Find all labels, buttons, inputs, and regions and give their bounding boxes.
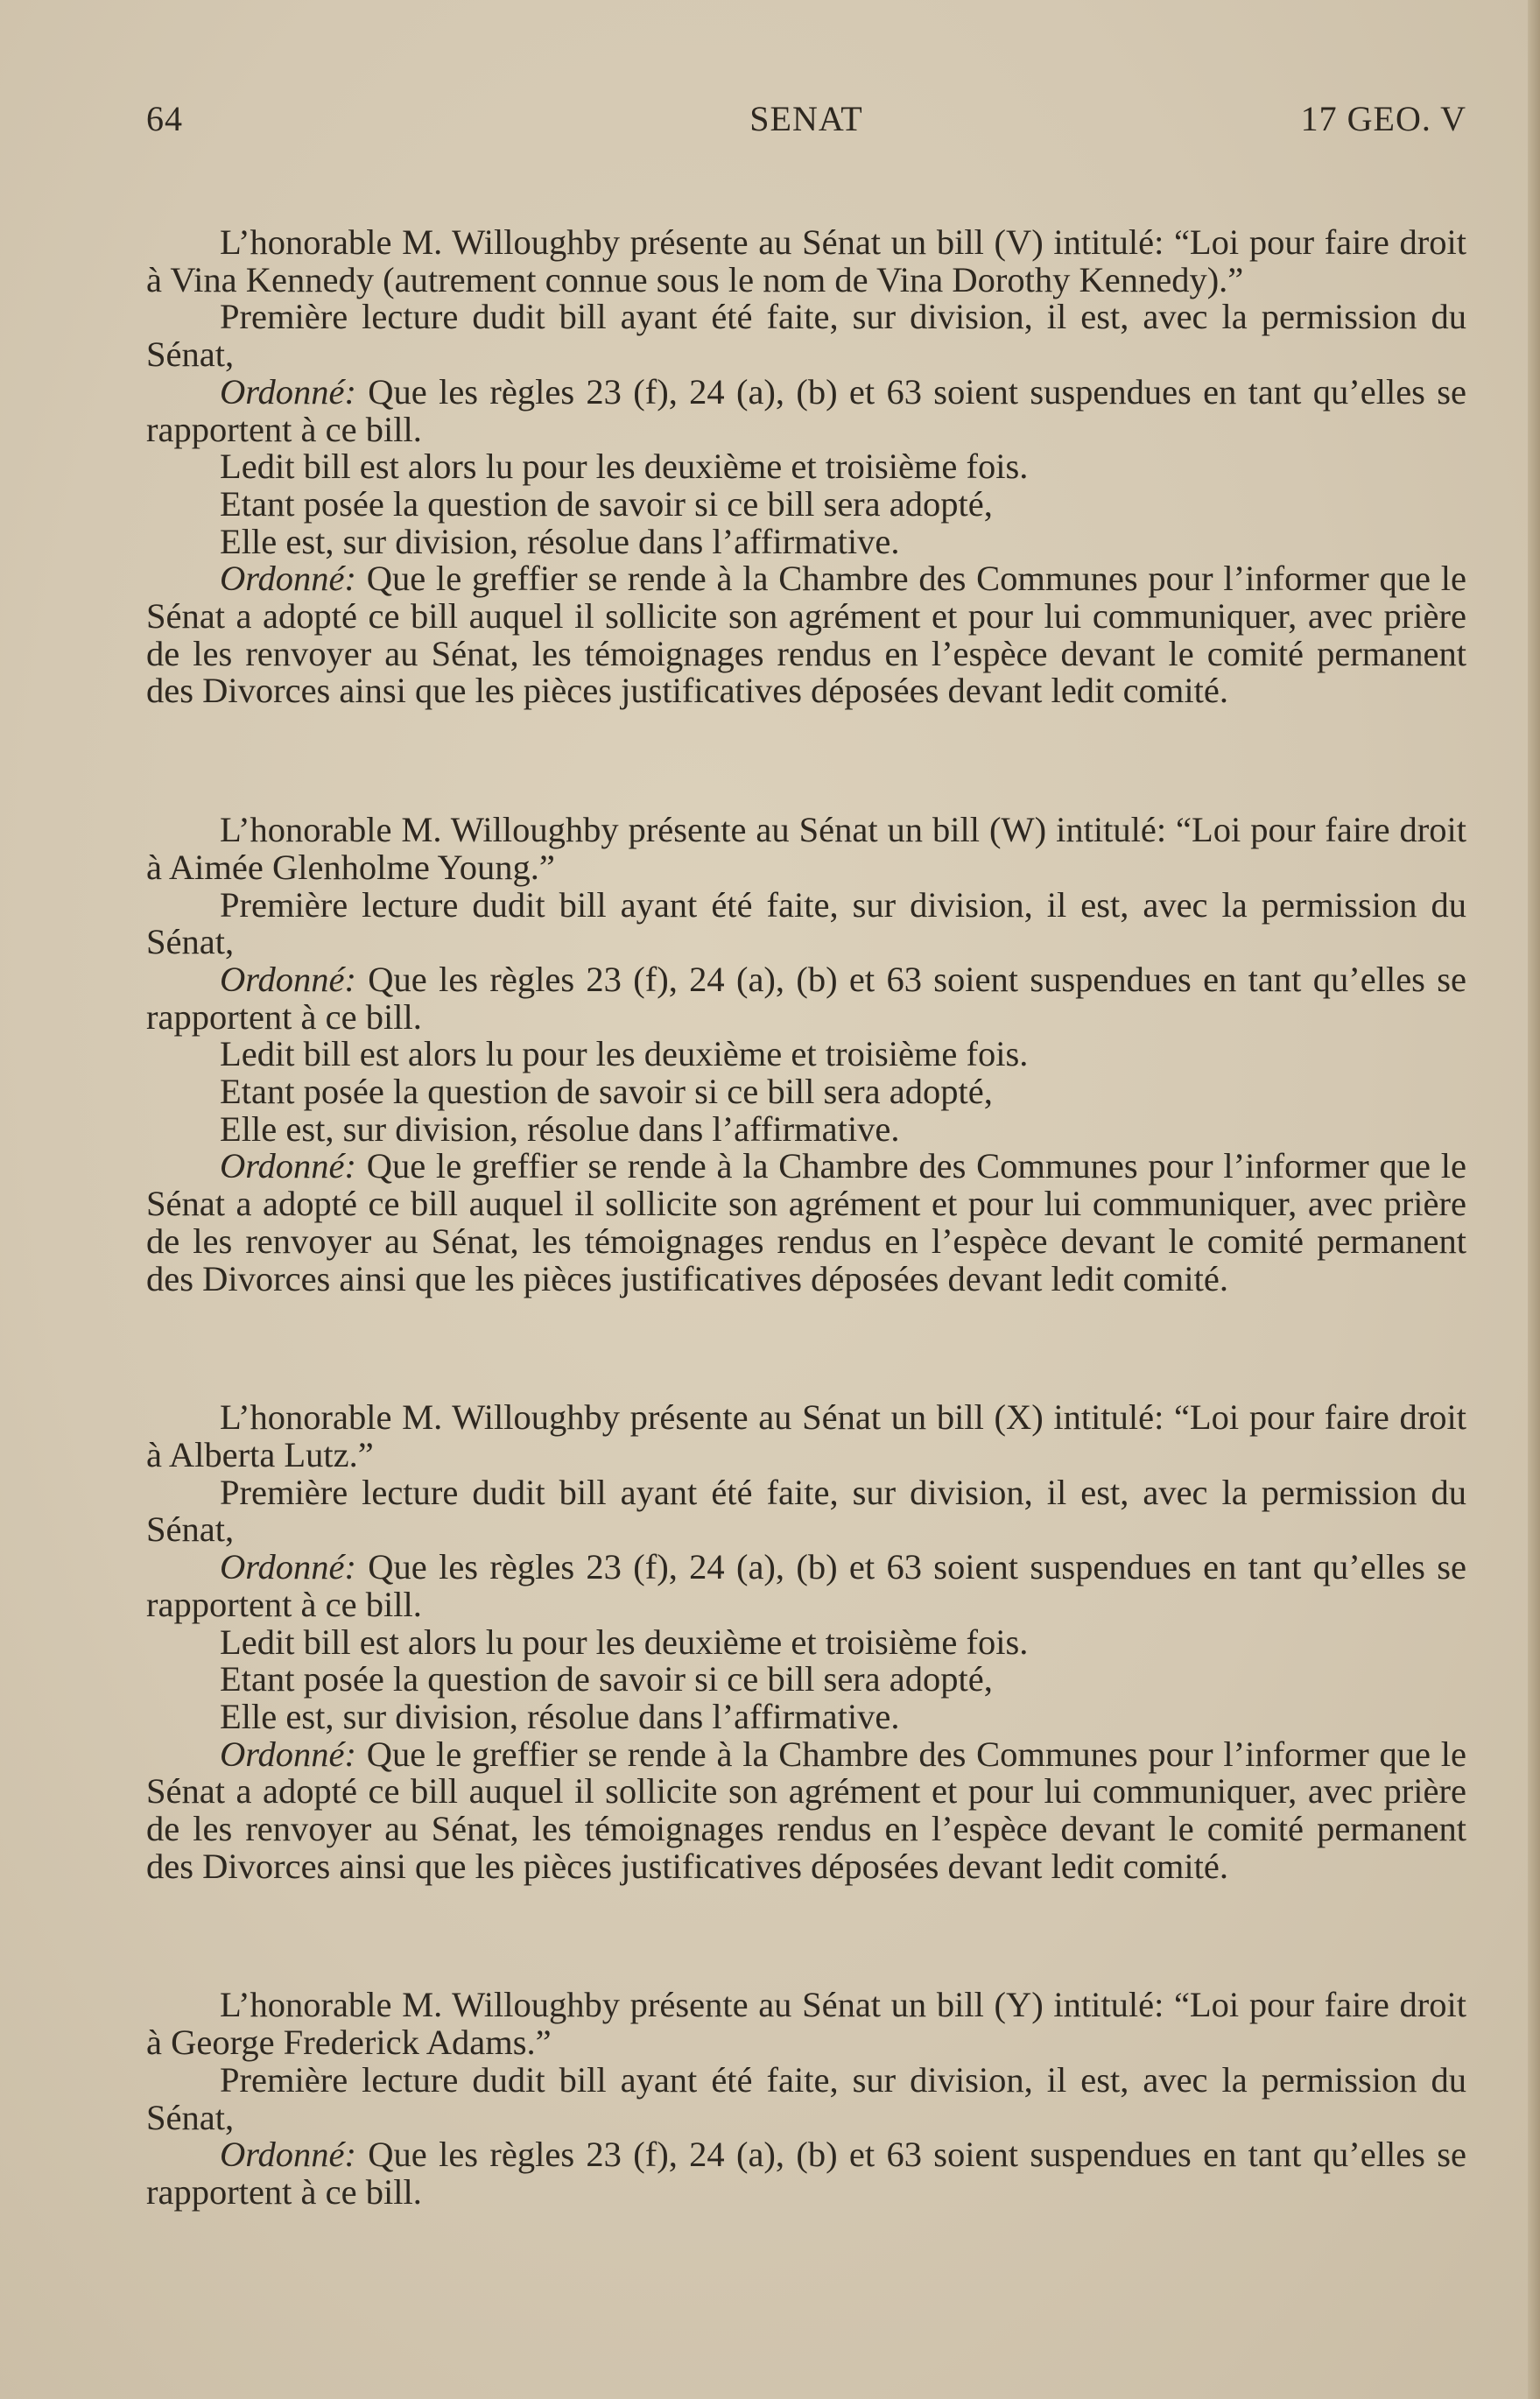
order-label: Ordonné: xyxy=(220,559,356,599)
running-title: SENAT xyxy=(749,99,863,138)
bill-entry-x xyxy=(146,1399,1466,1885)
running-head xyxy=(146,98,1466,151)
resolution: Elle est, sur division, résolue dans l’affirmative. xyxy=(220,1696,900,1736)
bill-introduction: L’honorable M. Willoughby présente au Sénat un bill (Y) intitulé: “Loi pour faire droit à George Frederick Adams.” xyxy=(146,1985,1466,2063)
resolution: Elle est, sur division, résolue dans l’affirmative. xyxy=(220,1108,900,1149)
order-label: Ordonné: xyxy=(220,959,356,999)
first-reading: Première lecture dudit bill ayant été faite, sur division, il est, avec la permission du Sénat, xyxy=(146,884,1466,962)
order-clerk xyxy=(146,560,1466,710)
session-reference: 17 GEO. V xyxy=(1300,99,1466,138)
order-suspend-rules xyxy=(146,371,1466,449)
order-text: Que le greffier se rende à la Chambre des Communes pour l’informer que le Sénat a adopté ce bill auquel il sollicite son agrément et pour lui communiquer, avec prière de les renvoyer au Sénat, les témoignages rendus en l’espèce devant le comité permanent des Divorces ainsi que les pièces justificatives déposées devant ledit comité. xyxy=(146,1734,1466,1886)
order-suspend-rules xyxy=(146,1549,1466,1623)
bill-introduction: L’honorable M. Willoughby présente au Sénat un bill (V) intitulé: “Loi pour faire droit à Vina Kennedy (autrement connue sous le nom de Vina Dorothy Kennedy).” xyxy=(146,222,1466,299)
first-reading: Première lecture dudit bill ayant été faite, sur division, il est, avec la permission du Sénat, xyxy=(146,2059,1466,2137)
resolution: Elle est, sur division, résolue dans l’affirmative. xyxy=(220,521,900,561)
second-third-reading: Ledit bill est alors lu pour les deuxième et troisième fois. xyxy=(220,447,1029,487)
bill-introduction: L’honorable M. Willoughby présente au Sénat un bill (W) intitulé: “Loi pour faire droit à Aimée Glenholme Young.” xyxy=(146,810,1466,887)
order-label: Ordonné: xyxy=(220,2135,356,2175)
page-number: 64 xyxy=(146,99,183,138)
second-third-reading: Ledit bill est alors lu pour les deuxième et troisième fois. xyxy=(220,1622,1029,1662)
question-put: Etant posée la question de savoir si ce bill sera adopté, xyxy=(220,1659,993,1699)
bill-entry-v xyxy=(146,224,1466,710)
second-third-reading: Ledit bill est alors lu pour les deuxième et troisième fois. xyxy=(220,1034,1029,1074)
bill-introduction: L’honorable M. Willoughby présente au Sénat un bill (X) intitulé: “Loi pour faire droit à Alberta Lutz.” xyxy=(146,1397,1466,1474)
order-clerk xyxy=(146,1148,1466,1298)
order-text: Que le greffier se rende à la Chambre des Communes pour l’informer que le Sénat a adopté ce bill auquel il sollicite son agrément et pour lui communiquer, avec prière de les renvoyer au Sénat, les témoignages rendus en l’espèce devant le comité permanent des Divorces ainsi que les pièces justificatives déposées devant ledit comité. xyxy=(146,559,1466,711)
first-reading: Première lecture dudit bill ayant été faite, sur division, il est, avec la permission du Sénat, xyxy=(146,297,1466,375)
order-suspend-rules xyxy=(146,961,1466,1036)
bill-entry-y xyxy=(146,1987,1466,2211)
order-clerk xyxy=(146,1736,1466,1886)
order-label: Ordonné: xyxy=(220,1734,356,1774)
order-text: Que le greffier se rende à la Chambre des Communes pour l’informer que le Sénat a adopté ce bill auquel il sollicite son agrément et pour lui communiquer, avec prière de les renvoyer au Sénat, les témoignages rendus en l’espèce devant le comité permanent des Divorces ainsi que les pièces justificatives déposées devant ledit comité. xyxy=(146,1146,1466,1298)
order-text: Que les règles 23 (f), 24 (a), (b) et 63 soient suspendues en tant qu’elles se rapportent à ce bill. xyxy=(146,959,1466,1037)
order-text: Que les règles 23 (f), 24 (a), (b) et 63 soient suspendues en tant qu’elles se rapportent à ce bill. xyxy=(146,1547,1466,1624)
question-put: Etant posée la question de savoir si ce bill sera adopté, xyxy=(220,483,993,524)
journal-entries xyxy=(146,224,1466,2212)
order-text: Que les règles 23 (f), 24 (a), (b) et 63 soient suspendues en tant qu’elles se rapportent à ce bill. xyxy=(146,2135,1466,2212)
order-text: Que les règles 23 (f), 24 (a), (b) et 63 soient suspendues en tant qu’elles se rapportent à ce bill. xyxy=(146,371,1466,449)
first-reading: Première lecture dudit bill ayant été faite, sur division, il est, avec la permission du Sénat, xyxy=(146,1472,1466,1550)
order-label: Ordonné: xyxy=(220,1547,356,1587)
bill-entry-w xyxy=(146,812,1466,1298)
order-label: Ordonné: xyxy=(220,371,356,412)
order-suspend-rules xyxy=(146,2136,1466,2211)
question-put: Etant posée la question de savoir si ce bill sera adopté, xyxy=(220,1072,993,1112)
order-label: Ordonné: xyxy=(220,1146,356,1186)
page-edge xyxy=(1528,0,1540,2399)
